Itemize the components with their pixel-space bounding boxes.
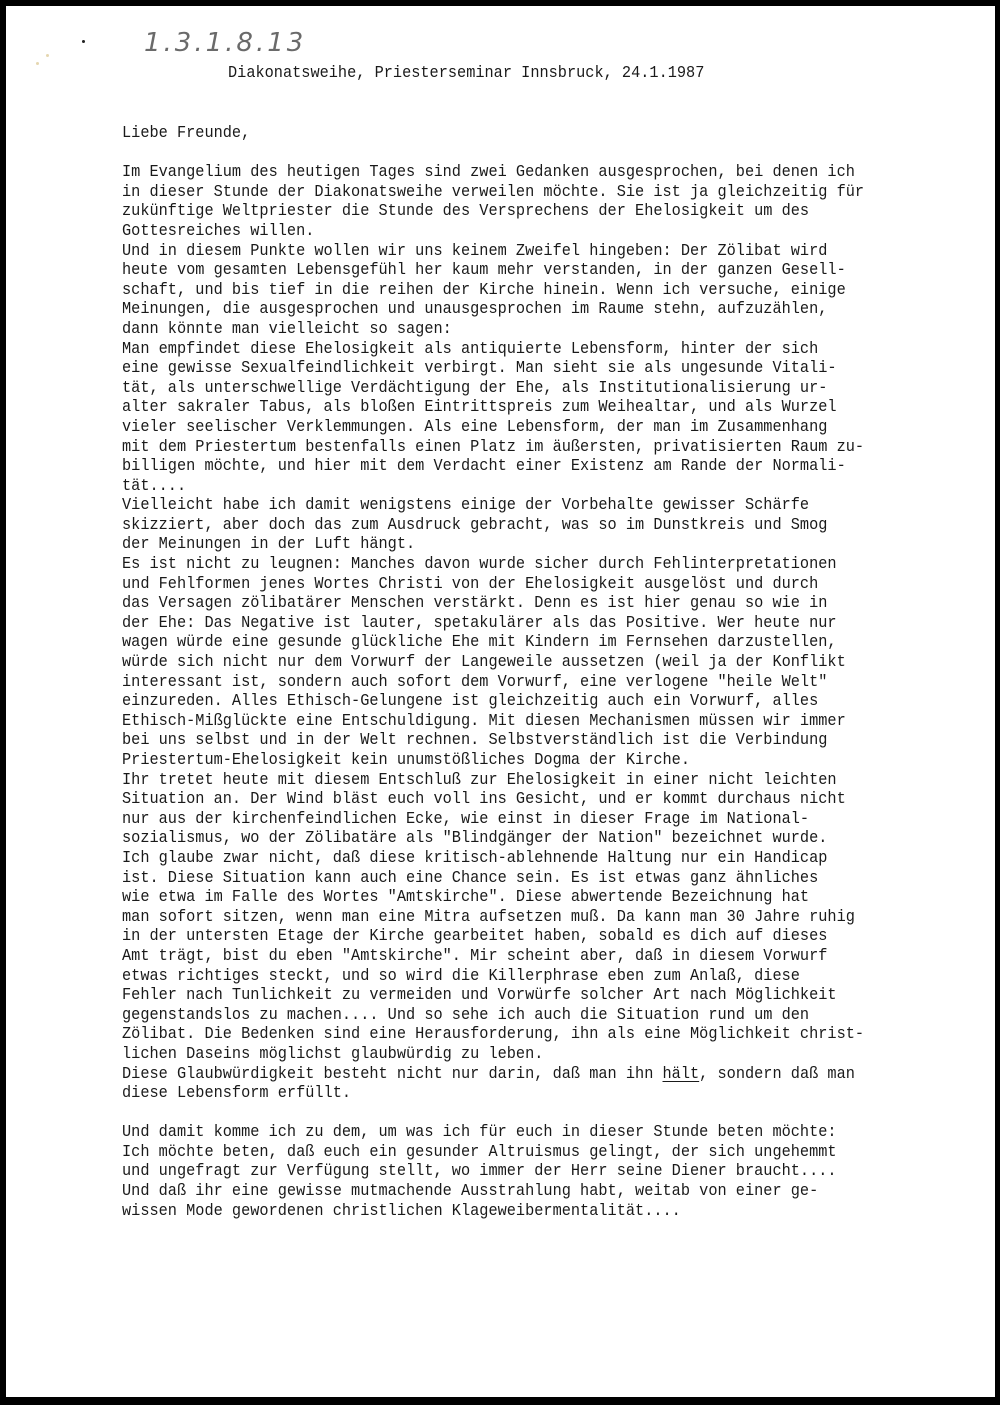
document-page xyxy=(6,6,995,1397)
paragraph-main-end: diese Lebensform erfüllt. xyxy=(122,1083,352,1103)
text-line: Man empfindet diese Ehelosigkeit als antiquierte Lebensform, hinter der sich xyxy=(122,338,819,358)
text-line: vieler seelischer Verklemmungen. Als eine Lebensform, der man im Zusammenhang xyxy=(122,416,828,436)
text-line: wie etwa im Falle des Wortes "Amtskirche". Diese abwertende Bezeichnung hat xyxy=(122,887,810,907)
text-line: dann könnte man vielleicht so sagen: xyxy=(122,318,452,338)
text-line: mit dem Priestertum bestenfalls einen Platz im äußersten, privatisierten Raum zu- xyxy=(122,436,865,456)
document-heading: Diakonatsweihe, Priesterseminar Innsbruck, 24.1.1987 xyxy=(228,63,705,82)
text-line: Ihr tretet heute mit diesem Entschluß zur Ehelosigkeit in einer nicht leichten xyxy=(122,769,837,789)
text-line: heute vom gesamten Lebensgefühl her kaum mehr verstanden, in der ganzen Gesell- xyxy=(122,260,846,280)
text-line: Und daß ihr eine gewisse mutmachende Ausstrahlung habt, weitab von einer ge- xyxy=(122,1181,819,1201)
text-line: billigen möchte, und hier mit dem Verdacht einer Existenz am Rande der Normali- xyxy=(122,456,846,476)
text-line: Es ist nicht zu leugnen: Manches davon wurde sicher durch Fehlinterpretationen xyxy=(122,554,837,574)
underlined-sentence-line xyxy=(122,1064,864,1084)
text-line: der Ehe: Das Negative ist lauter, spetakulärer als das Positive. Wer heute nur xyxy=(122,612,837,632)
text-line: Zölibat. Die Bedenken sind eine Herausforderung, ihn als eine Möglichkeit christ- xyxy=(122,1024,865,1044)
text-line: und ungefragt zur Verfügung stellt, wo immer der Herr seine Diener braucht.... xyxy=(122,1161,837,1181)
text-line: Meinungen, die ausgesprochen und unausgesprochen im Raume stehn, aufzuzählen, xyxy=(122,299,828,319)
text-line: Amt trägt, bist du eben "Amtskirche". Mir scheint aber, daß in diesem Vorwurf xyxy=(122,945,828,965)
text-line: würde sich nicht nur dem Vorwurf der Langeweile aussetzen (weil ja der Konflikt xyxy=(122,652,846,672)
text-line: tät.... xyxy=(122,475,187,495)
text-line: zukünftige Weltpriester die Stunde des Versprechens der Ehelosigkeit um des xyxy=(122,201,810,221)
text-line: sozialismus, wo der Zölibatäre als "Blindgänger der Nation" bezeichnet wurde. xyxy=(122,828,828,848)
text-line: bei uns selbst und in der Welt rechnen. Selbstverständlich ist die Verbindung xyxy=(122,730,828,750)
text-line: der Meinungen in der Luft hängt. xyxy=(122,534,416,554)
paragraph-closing xyxy=(122,1122,864,1220)
text-line: einzureden. Alles Ethisch-Gelungene ist gleichzeitig auch ein Vorwurf, alles xyxy=(122,691,819,711)
ink-dot xyxy=(82,40,85,43)
text-line: lichen Daseins möglichst glaubwürdig zu leben. xyxy=(122,1043,544,1063)
text-line: gegenstandslos zu machen.... Und so sehe ich auch die Situation rund um den xyxy=(122,1004,810,1024)
archive-number-handwritten: 1.3.1.8.13 xyxy=(144,28,307,58)
text-line: tät, als unterschwellige Verdächtigung der Ehe, als Institutionalisierung ur- xyxy=(122,377,828,397)
text-line: skizziert, aber doch das zum Ausdruck gebracht, was so im Dunstkreis und Smog xyxy=(122,514,828,534)
blank-line xyxy=(122,143,864,163)
text-line: wagen würde eine gesunde glückliche Ehe mit Kindern im Fernsehen darzustellen, xyxy=(122,632,837,652)
text-line: in der untersten Etage der Kirche gearbeitet haben, sobald es dich auf dieses xyxy=(122,926,828,946)
text-line: etwas richtiges steckt, und so wird die Killerphrase eben zum Anlaß, diese xyxy=(122,965,800,985)
text-line: Gottesreiches willen. xyxy=(122,220,315,240)
text-line: Ich möchte beten, daß euch ein gesunder Altruismus gelingt, der sich ungehemmt xyxy=(122,1141,837,1161)
text-line: schaft, und bis tief in die reihen der Kirche hinein. Wenn ich versuche, einige xyxy=(122,279,846,299)
text-line: interessant ist, sondern auch sofort dem Vorwurf, eine verlogene "heile Welt" xyxy=(122,671,828,691)
text-line: Ethisch-Mißglückte eine Entschuldigung. Mit diesen Mechanismen müssen wir immer xyxy=(122,710,846,730)
document-body xyxy=(122,123,864,1220)
text-line: Situation an. Der Wind bläst euch voll ins Gesicht, und er kommt durchaus nicht xyxy=(122,789,846,809)
text-line: und Fehlformen jenes Wortes Christi von der Ehelosigkeit ausgelöst und durch xyxy=(122,573,819,593)
text-line: eine gewisse Sexualfeindlichkeit verbirgt. Man sieht sie als ungesunde Vitali- xyxy=(122,358,837,378)
text-line: Priestertum-Ehelosigkeit kein unumstößliches Dogma der Kirche. xyxy=(122,750,690,769)
paper-speck xyxy=(36,62,39,65)
paper-speck xyxy=(46,54,49,57)
text-line: Ich glaube zwar nicht, daß diese kritisch-ablehnende Haltung nur ein Handicap xyxy=(122,847,828,867)
text-line: nur aus der kirchenfeindlichen Ecke, wie einst in dieser Frage im National- xyxy=(122,808,810,828)
text-line: Und in diesem Punkte wollen wir uns keinem Zweifel hingeben: Der Zölibat wird xyxy=(122,240,828,260)
text-line: ist. Diese Situation kann auch eine Chance sein. Es ist etwas ganz ähnliches xyxy=(122,867,819,887)
blank-line xyxy=(122,1103,864,1123)
text-line: Im Evangelium des heutigen Tages sind zwei Gedanken ausgesprochen, bei denen ich xyxy=(122,162,855,182)
text-line: man sofort sitzen, wenn man eine Mitra aufsetzen muß. Da kann man 30 Jahre ruhig xyxy=(122,906,855,926)
text-line: Und damit komme ich zu dem, um was ich für euch in dieser Stunde beten möchte: xyxy=(122,1122,837,1142)
text-line: wissen Mode gewordenen christlichen Klageweibermentalität.... xyxy=(122,1200,681,1220)
underlined-word: hält xyxy=(662,1063,700,1083)
text-before: Diese Glaubwürdigkeit besteht nicht nur darin, daß man ihn xyxy=(122,1063,663,1083)
text-line: in dieser Stunde der Diakonatsweihe verweilen möchte. Sie ist ja gleichzeitig für xyxy=(122,181,865,201)
text-line: das Versagen zölibatärer Menschen verstärkt. Denn es ist hier genau so wie in xyxy=(122,593,828,613)
paragraph-main xyxy=(122,162,864,1063)
text-after: , sondern daß man xyxy=(699,1063,855,1083)
text-line: Vielleicht habe ich damit wenigstens einige der Vorbehalte gewisser Schärfe xyxy=(122,495,810,515)
text-line: Fehler nach Tunlichkeit zu vermeiden und Vorwürfe solcher Art nach Möglichkeit xyxy=(122,985,837,1005)
salutation: Liebe Freunde, xyxy=(122,123,251,142)
text-line: alter sakraler Tabus, als bloßen Eintrittspreis zum Weihealtar, und als Wurzel xyxy=(122,397,837,417)
